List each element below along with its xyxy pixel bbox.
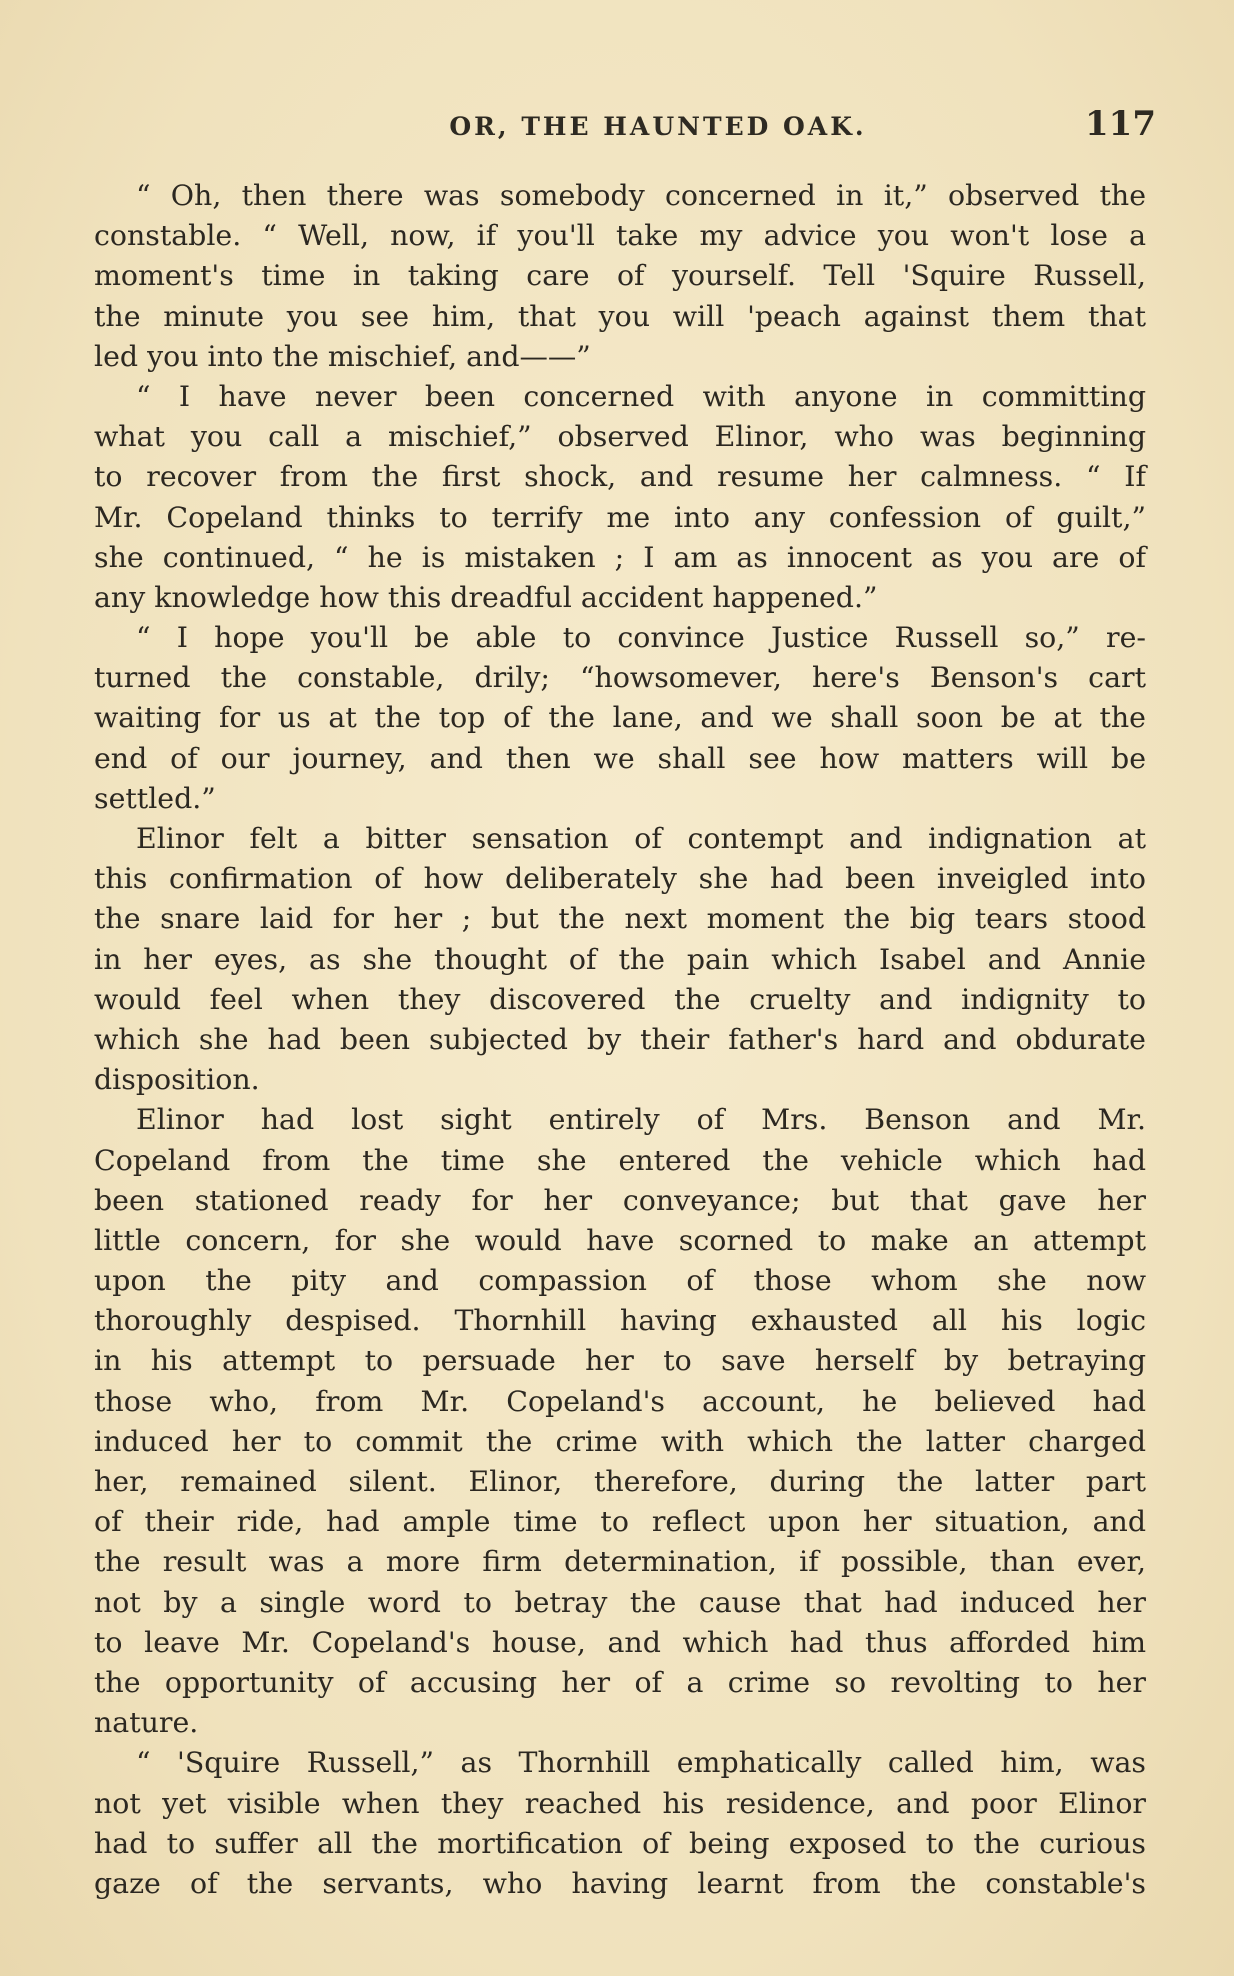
text-line: in his attempt to persuade her to save herself by betraying	[94, 1344, 1146, 1378]
running-title: OR, THE HAUNTED OAK.	[449, 112, 867, 141]
text-line: disposition.	[94, 1063, 260, 1097]
text-line: induced her to commit the crime with which the latter charged	[94, 1424, 1146, 1458]
paragraph	[94, 176, 1146, 377]
text-line: waiting for us at the top of the lane, and we shall soon be at the	[94, 701, 1146, 735]
text-line: led you into the mischief, and——”	[94, 339, 591, 373]
paragraph	[94, 1743, 1146, 1904]
text-line: the result was a more firm determination, if possible, than ever,	[94, 1545, 1146, 1579]
text-line: gaze of the servants, who having learnt from the constable's	[94, 1866, 1146, 1900]
text-line: in her eyes, as she thought of the pain which Isabel and Annie	[94, 942, 1146, 976]
text-line: her, remained silent. Elinor, therefore, during the latter part	[94, 1465, 1146, 1498]
text-line: she continued, “ he is mistaken ; I am as innocent as you are of	[94, 540, 1146, 574]
text-line: of their ride, had ample time to reflect upon her situation, and	[94, 1505, 1146, 1539]
text-line: Elinor felt a bitter sensation of contempt and indignation at	[136, 822, 1146, 855]
text-line: the minute you see him, that you will 'peach against them that	[94, 299, 1146, 333]
text-line: not yet visible when they reached his residence, and poor Elinor	[94, 1786, 1146, 1820]
text-line: nature.	[94, 1706, 199, 1740]
text-line: the opportunity of accusing her of a crime so revolting to her	[94, 1665, 1146, 1699]
paragraph	[94, 618, 1146, 819]
text-line: any knowledge how this dreadful accident happened.”	[94, 580, 878, 614]
body-text	[94, 176, 1146, 1904]
text-line: constable. “ Well, now, if you'll take my advice you won't lose a	[94, 219, 1146, 253]
paragraph	[94, 377, 1146, 618]
text-line: “ Oh, then there was somebody concerned in it,” observed the	[136, 179, 1146, 212]
text-line: not by a single word to betray the cause that had induced her	[94, 1585, 1146, 1619]
text-line: to recover from the first shock, and resume her calmness. “ If	[94, 460, 1146, 494]
text-line: turned the constable, drily; “howsomever, here's Benson's cart	[94, 661, 1146, 695]
paragraph	[94, 1100, 1146, 1743]
text-line: which she had been subjected by their father's hard and obdurate	[94, 1022, 1146, 1056]
text-line: those who, from Mr. Copeland's account, he believed had	[94, 1384, 1146, 1418]
text-line: “ I have never been concerned with anyone in committing	[136, 379, 1146, 413]
text-line: been stationed ready for her conveyance; but that gave her	[94, 1183, 1146, 1217]
text-line: Elinor had lost sight entirely of Mrs. Benson and Mr.	[136, 1103, 1146, 1137]
text-line: “ 'Squire Russell,” as Thornhill emphatically called him, was	[136, 1746, 1146, 1780]
text-line: settled.”	[94, 781, 216, 815]
text-line: the snare laid for her ; but the next moment the big tears stood	[94, 902, 1146, 936]
text-line: Copeland from the time she entered the vehicle which had	[94, 1143, 1146, 1177]
text-line: little concern, for she would have scorned to make an attempt	[94, 1223, 1146, 1257]
text-line: thoroughly despised. Thornhill having exhausted all his logic	[94, 1304, 1146, 1338]
text-line: moment's time in taking care of yourself. Tell 'Squire Russell,	[94, 259, 1146, 293]
text-line: upon the pity and compassion of those whom she now	[94, 1264, 1146, 1298]
page-number: 117	[1085, 104, 1156, 144]
text-line: Mr. Copeland thinks to terrify me into any confession of guilt,”	[94, 500, 1146, 534]
text-line: what you call a mischief,” observed Elinor, who was beginning	[94, 420, 1146, 454]
text-line: to leave Mr. Copeland's house, and which had thus afforded him	[94, 1625, 1146, 1659]
text-line: would feel when they discovered the cruelty and indignity to	[94, 982, 1146, 1016]
page-header	[96, 104, 1156, 148]
text-line: this confirmation of how deliberately she had been inveigled into	[94, 862, 1146, 896]
text-line: had to suffer all the mortification of being exposed to the curious	[94, 1826, 1146, 1860]
text-line: end of our journey, and then we shall see how matters will be	[94, 741, 1146, 775]
text-line: “ I hope you'll be able to convince Justice Russell so,” re-	[136, 621, 1146, 655]
paragraph	[94, 819, 1146, 1100]
